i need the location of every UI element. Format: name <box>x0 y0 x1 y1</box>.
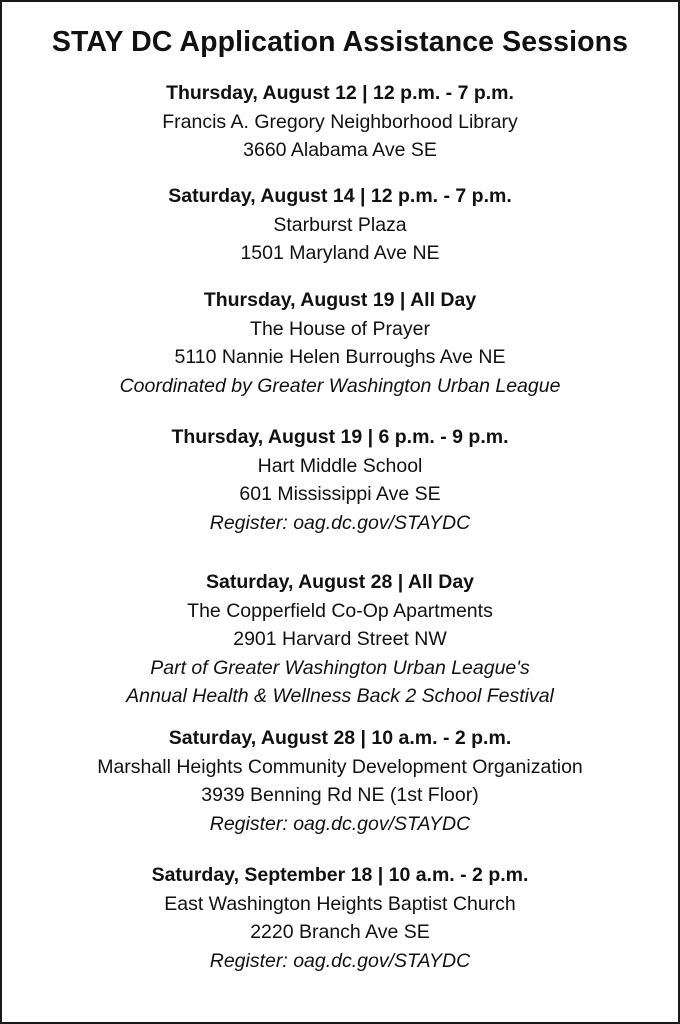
registration-link[interactable]: Register: oag.dc.gov/STAYDC <box>209 812 471 835</box>
session-date: Saturday, August 28 | 10 a.m. - 2 p.m. <box>168 727 512 749</box>
session-venue: Francis A. Gregory Neighborhood Library <box>162 110 518 133</box>
session-note: Coordinated by Greater Washington Urban League <box>119 374 561 397</box>
session-block <box>2 568 678 711</box>
session-venue: The Copperfield Co-Op Apartments <box>187 599 493 622</box>
session-date: Saturday, September 18 | 10 a.m. - 2 p.m. <box>151 864 529 886</box>
session-note-continued: Annual Health & Wellness Back 2 School Festival <box>126 685 554 707</box>
session-address: 2901 Harvard Street NW <box>233 628 447 650</box>
session-address: 3939 Benning Rd NE (1st Floor) <box>201 784 479 806</box>
session-address: 3660 Alabama Ave SE <box>243 139 437 161</box>
session-note: Part of Greater Washington Urban League's <box>150 656 530 679</box>
session-address: 2220 Branch Ave SE <box>250 921 430 943</box>
session-venue: East Washington Heights Baptist Church <box>164 892 516 915</box>
session-date: Thursday, August 12 | 12 p.m. - 7 p.m. <box>166 82 514 104</box>
session-date: Saturday, August 28 | All Day <box>205 571 475 593</box>
session-address: 601 Mississippi Ave SE <box>239 483 441 505</box>
session-venue: Starburst Plaza <box>273 213 407 236</box>
session-date: Thursday, August 19 | 6 p.m. - 9 p.m. <box>171 426 509 448</box>
registration-link[interactable]: Register: oag.dc.gov/STAYDC <box>209 949 471 972</box>
session-block <box>2 861 678 975</box>
page-title: STAY DC Application Assistance Sessions <box>51 26 629 58</box>
session-venue: The House of Prayer <box>250 317 430 340</box>
session-venue: Marshall Heights Community Development Organization <box>97 755 583 778</box>
registration-link[interactable]: Register: oag.dc.gov/STAYDC <box>209 511 471 534</box>
session-block <box>2 423 678 537</box>
session-address: 5110 Nannie Helen Burroughs Ave NE <box>174 346 506 368</box>
session-date: Thursday, August 19 | All Day <box>203 289 477 311</box>
session-venue: Hart Middle School <box>257 454 423 477</box>
session-address: 1501 Maryland Ave NE <box>240 242 440 264</box>
session-block <box>2 724 678 838</box>
session-block <box>2 79 678 165</box>
session-block <box>2 286 678 400</box>
session-date: Saturday, August 14 | 12 p.m. - 7 p.m. <box>168 185 512 207</box>
session-block <box>2 182 678 268</box>
